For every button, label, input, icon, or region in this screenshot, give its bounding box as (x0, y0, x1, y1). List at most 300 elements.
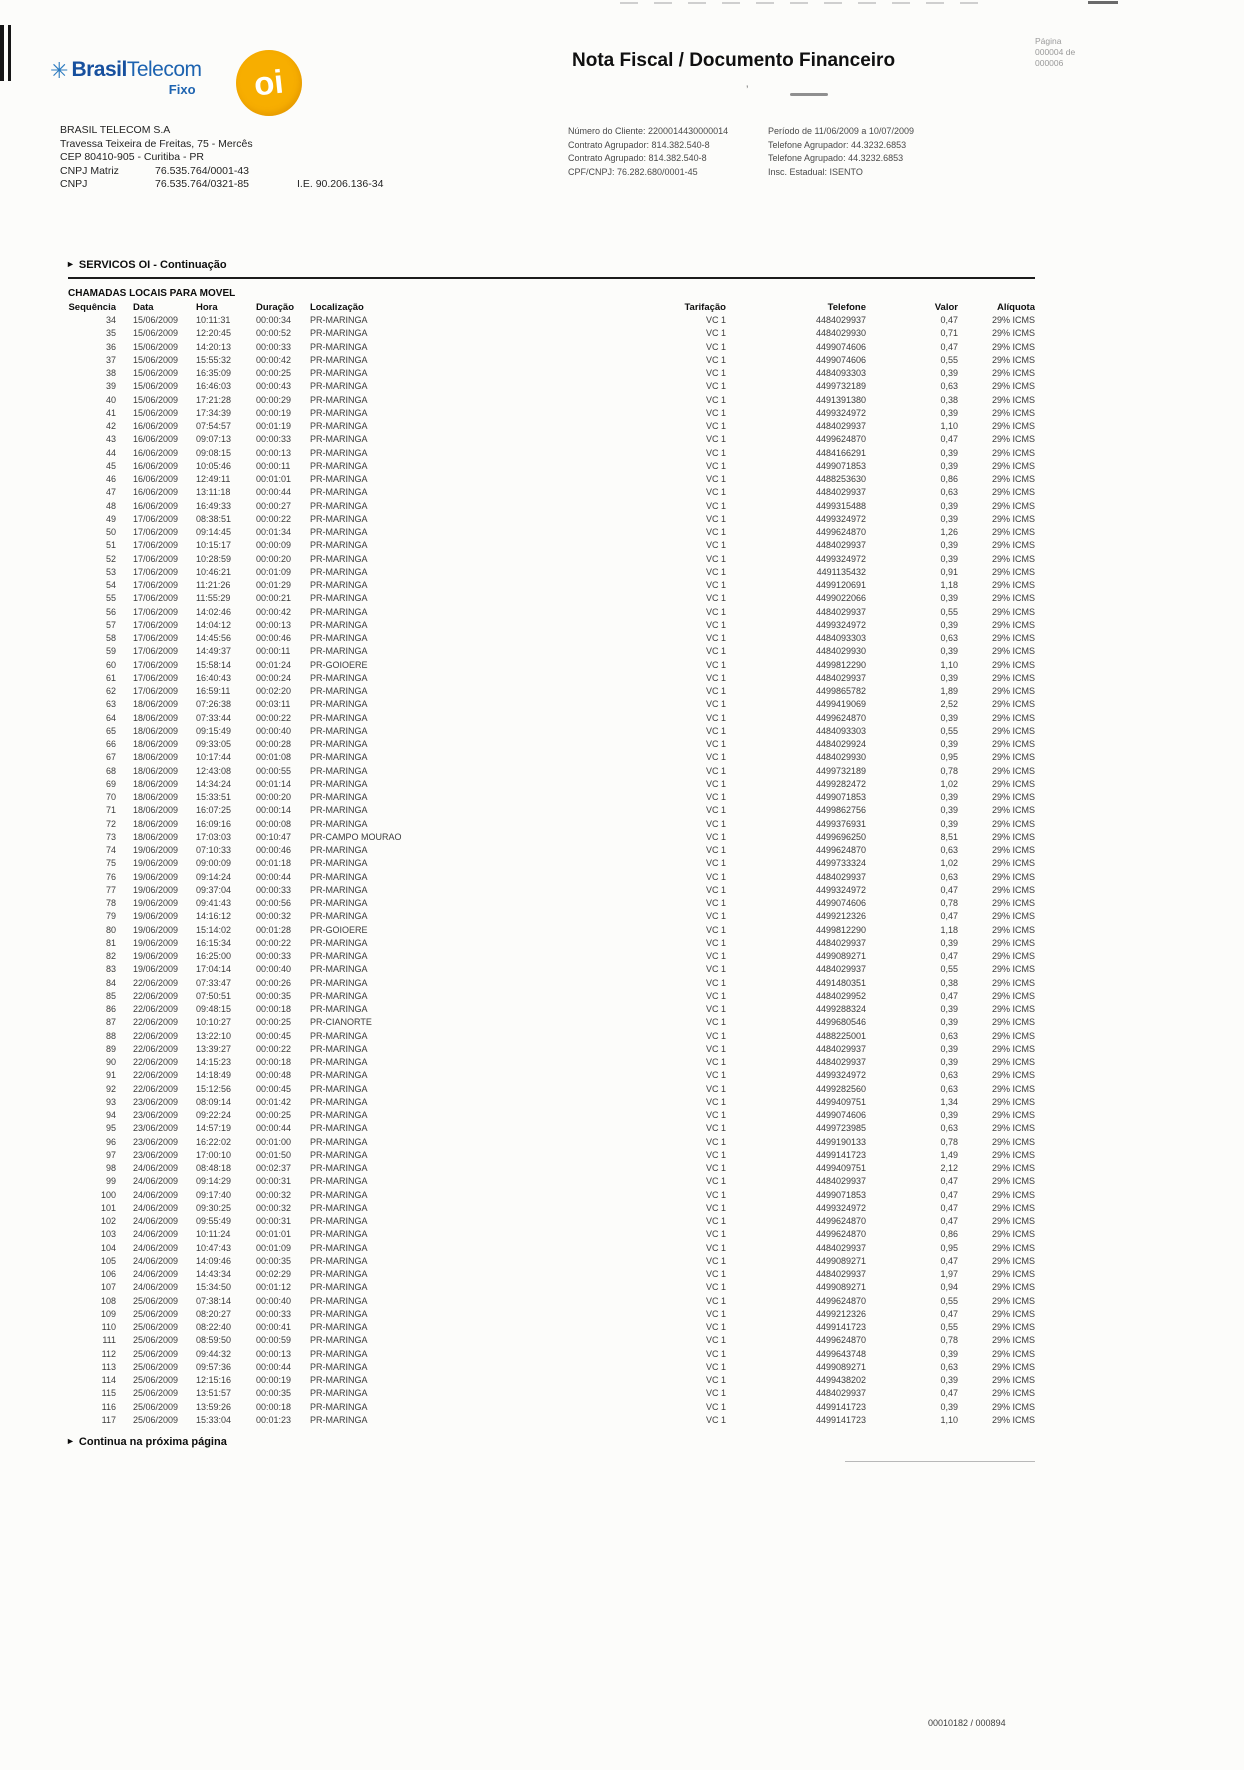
column-header-data: Data (133, 301, 154, 313)
table-row (68, 1043, 1035, 1056)
cell-sequencia: 103 (100, 1229, 116, 1240)
cell-aliquota: 29% ICMS (991, 580, 1035, 590)
cell-duracao: 00:00:22 (256, 513, 292, 524)
cell-valor: 0,55 (940, 1295, 958, 1306)
cell-tarifacao: VC 1 (705, 1242, 726, 1253)
cell-sequencia: 115 (101, 1388, 116, 1399)
cell-sequencia: 89 (105, 1043, 116, 1054)
cell-hora: 12:20:45 (196, 328, 232, 339)
table-row (68, 354, 1035, 367)
table-row (68, 513, 1035, 526)
cell-sequencia: 50 (105, 527, 116, 537)
cell-hora: 09:07:13 (196, 434, 232, 445)
cnpj-value: 76.535.764/0321-85 (155, 178, 250, 190)
cell-telefone: 4499376931 (815, 818, 866, 829)
cell-duracao: 00:00:18 (256, 1057, 292, 1067)
table-row (68, 1030, 1035, 1043)
cell-tarifacao: VC 1 (705, 831, 726, 842)
column-header-telefone: Telefone (827, 301, 866, 313)
cell-aliquota: 29% ICMS (991, 434, 1035, 445)
cell-sequencia: 77 (105, 884, 116, 895)
cell-hora: 16:59:11 (196, 686, 231, 696)
cell-sequencia: 107 (100, 1282, 116, 1293)
table-row (68, 460, 1035, 473)
cell-hora: 08:22:40 (196, 1322, 232, 1332)
cell-hora: 10:10:27 (196, 1017, 232, 1028)
table-row (68, 341, 1035, 354)
cell-telefone: 4488225001 (815, 1030, 866, 1041)
table-row (68, 394, 1035, 407)
cell-duracao: 00:01:19 (256, 421, 292, 431)
cell-duracao: 00:02:37 (256, 1163, 292, 1173)
cell-telefone: 4499643748 (815, 1348, 866, 1359)
cell-tarifacao: VC 1 (705, 1255, 726, 1266)
brand-name-light: Telecom (126, 58, 202, 81)
table-row (68, 1281, 1035, 1294)
cell-data: 22/06/2009 (133, 990, 179, 1001)
cell-data: 19/06/2009 (133, 898, 179, 908)
cell-sequencia: 69 (105, 778, 116, 789)
table-row (68, 1414, 1035, 1427)
cell-telefone: 4499324972 (815, 884, 866, 895)
cell-data: 25/06/2009 (133, 1361, 179, 1372)
cell-duracao: 00:01:01 (256, 1229, 292, 1240)
cell-sequencia: 100 (100, 1189, 116, 1200)
cell-telefone: 4484029937 (815, 1176, 866, 1187)
cell-telefone: 4484029937 (815, 937, 866, 948)
cell-valor: 0,39 (940, 1375, 958, 1385)
cell-telefone: 4499732189 (815, 381, 866, 392)
cell-duracao: 00:00:59 (256, 1335, 292, 1346)
table-row (68, 1109, 1035, 1122)
cell-aliquota: 29% ICMS (991, 911, 1035, 922)
cell-telefone: 4484029937 (815, 1269, 866, 1279)
cell-data: 18/06/2009 (133, 778, 179, 789)
cell-duracao: 00:00:22 (256, 937, 292, 948)
cell-valor: 0,39 (940, 805, 958, 816)
cell-duracao: 00:02:29 (256, 1269, 292, 1279)
scan-artifact-bar (0, 25, 4, 81)
cell-localizacao: PR-MARINGA (310, 368, 368, 378)
cell-duracao: 00:01:34 (256, 527, 292, 537)
cell-data: 15/06/2009 (133, 315, 179, 325)
cell-duracao: 00:00:33 (256, 951, 292, 961)
cell-telefone: 4499212326 (815, 911, 866, 922)
cell-sequencia: 74 (105, 845, 116, 855)
cell-duracao: 00:01:09 (256, 1242, 292, 1253)
cell-tarifacao: VC 1 (705, 500, 726, 511)
cell-sequencia: 72 (105, 818, 116, 829)
cell-telefone: 4499624870 (815, 712, 866, 723)
cell-tarifacao: VC 1 (705, 964, 726, 975)
cell-telefone: 4499862756 (815, 805, 866, 816)
cell-valor: 0,94 (940, 1282, 958, 1293)
cell-localizacao: PR-MARINGA (310, 977, 368, 988)
cell-hora: 16:46:03 (196, 381, 232, 392)
table-row (68, 1136, 1035, 1149)
cell-aliquota: 29% ICMS (991, 686, 1035, 696)
cell-duracao: 00:00:43 (256, 381, 292, 392)
cell-localizacao: PR-MARINGA (310, 1070, 368, 1081)
cell-duracao: 00:01:01 (256, 474, 292, 484)
cell-tarifacao: VC 1 (705, 1149, 726, 1160)
cell-hora: 15:58:14 (196, 659, 232, 670)
cell-valor: 1,18 (940, 924, 958, 935)
table-row (68, 844, 1035, 857)
cell-aliquota: 29% ICMS (991, 619, 1035, 630)
cell-duracao: 00:00:19 (256, 407, 292, 418)
cell-telefone: 4484029937 (815, 672, 866, 683)
cell-sequencia: 40 (105, 394, 116, 405)
cell-tarifacao: VC 1 (705, 818, 726, 829)
cell-valor: 0,39 (940, 1401, 958, 1412)
table-row (68, 1374, 1035, 1387)
page-number-block (1035, 36, 1075, 69)
cell-localizacao: PR-MARINGA (310, 725, 368, 736)
cell-sequencia: 49 (105, 513, 116, 524)
page-number: 000004 de (1035, 47, 1076, 57)
cell-valor: 0,95 (940, 752, 958, 763)
cell-valor: 1,97 (940, 1269, 958, 1279)
table-row (68, 606, 1035, 619)
cell-sequencia: 97 (105, 1149, 116, 1160)
table-row (68, 1149, 1035, 1162)
cell-aliquota: 29% ICMS (991, 1163, 1035, 1173)
cell-data: 16/06/2009 (133, 487, 179, 498)
cell-hora: 16:15:34 (196, 937, 232, 948)
cell-valor: 1,18 (940, 580, 958, 590)
cell-tarifacao: VC 1 (705, 845, 726, 855)
phone-agrupador: Telefone Agrupador: 44.3232.6853 (768, 139, 907, 150)
cell-telefone: 4484029952 (815, 990, 866, 1001)
cell-aliquota: 29% ICMS (991, 1070, 1035, 1081)
cell-hora: 14:04:12 (196, 619, 232, 630)
cell-duracao: 00:00:22 (256, 1043, 292, 1054)
table-row (68, 725, 1035, 738)
cell-data: 17/06/2009 (133, 619, 179, 630)
cell-sequencia: 83 (105, 964, 116, 975)
table-row (68, 818, 1035, 831)
cell-tarifacao: VC 1 (705, 354, 726, 365)
cell-tarifacao: VC 1 (705, 792, 726, 802)
cell-sequencia: 53 (105, 566, 116, 577)
cell-telefone: 4499409751 (815, 1163, 866, 1173)
cell-tarifacao: VC 1 (705, 1375, 726, 1385)
cell-tarifacao: VC 1 (705, 1322, 726, 1332)
table-row (68, 990, 1035, 1003)
cell-duracao: 00:00:09 (256, 540, 292, 551)
cell-duracao: 00:03:11 (256, 699, 291, 710)
cell-duracao: 00:00:40 (256, 725, 292, 736)
cell-localizacao: PR-MARINGA (310, 341, 368, 352)
page-label: Página (1035, 36, 1062, 46)
table-row (68, 420, 1035, 433)
cell-data: 19/06/2009 (133, 845, 179, 855)
cell-hora: 09:44:32 (196, 1348, 232, 1359)
cell-valor: 0,39 (940, 460, 958, 471)
cell-data: 22/06/2009 (133, 1083, 179, 1094)
cell-telefone: 4499282472 (815, 778, 866, 789)
cell-valor: 0,63 (940, 1070, 958, 1081)
cell-duracao: 00:01:42 (256, 1096, 292, 1107)
cell-hora: 10:11:24 (196, 1229, 231, 1240)
cell-tarifacao: VC 1 (705, 328, 726, 339)
cell-data: 22/06/2009 (133, 1070, 179, 1081)
cell-valor: 0,39 (940, 646, 958, 657)
table-row (68, 1321, 1035, 1334)
cell-telefone: 4499022066 (815, 593, 866, 604)
cell-hora: 08:20:27 (196, 1308, 232, 1319)
cell-aliquota: 29% ICMS (991, 699, 1035, 710)
cell-data: 18/06/2009 (133, 765, 179, 776)
cell-localizacao: PR-MARINGA (310, 1401, 368, 1412)
cell-telefone: 4484029924 (815, 739, 866, 749)
cell-data: 18/06/2009 (133, 725, 179, 736)
cell-tarifacao: VC 1 (705, 593, 726, 604)
cell-data: 23/06/2009 (133, 1123, 179, 1134)
cell-localizacao: PR-MARINGA (310, 646, 368, 657)
cell-duracao: 00:00:25 (256, 368, 292, 378)
cell-data: 15/06/2009 (133, 354, 179, 365)
cell-tarifacao: VC 1 (705, 1216, 726, 1226)
cell-aliquota: 29% ICMS (991, 712, 1035, 723)
cell-sequencia: 63 (105, 699, 116, 710)
cell-valor: 0,95 (940, 1242, 958, 1253)
cell-aliquota: 29% ICMS (991, 1057, 1035, 1067)
cell-sequencia: 71 (105, 805, 116, 816)
table-row (68, 1069, 1035, 1082)
cell-telefone: 4499074606 (815, 341, 866, 352)
cell-sequencia: 60 (105, 659, 116, 670)
cell-valor: 0,39 (940, 500, 958, 511)
cell-tarifacao: VC 1 (705, 805, 726, 816)
cell-aliquota: 29% ICMS (991, 553, 1035, 564)
cell-data: 24/06/2009 (133, 1163, 179, 1173)
cell-hora: 14:20:13 (196, 341, 232, 352)
table-row (68, 327, 1035, 340)
cell-hora: 15:33:04 (196, 1414, 232, 1425)
cell-valor: 1,02 (940, 858, 958, 869)
cell-valor: 0,39 (940, 1004, 958, 1014)
table-row (68, 447, 1035, 460)
cell-data: 25/06/2009 (133, 1322, 179, 1332)
table-row (68, 380, 1035, 393)
cell-data: 25/06/2009 (133, 1388, 179, 1399)
cell-duracao: 00:01:50 (256, 1149, 292, 1160)
cell-localizacao: PR-MARINGA (310, 1308, 368, 1319)
table-row (68, 1189, 1035, 1202)
table-row (68, 486, 1035, 499)
cell-tarifacao: VC 1 (705, 659, 726, 670)
cell-localizacao: PR-MARINGA (310, 460, 368, 471)
cell-aliquota: 29% ICMS (991, 540, 1035, 551)
cell-data: 17/06/2009 (133, 593, 179, 604)
cell-aliquota: 29% ICMS (991, 1043, 1035, 1054)
cell-duracao: 00:00:55 (256, 765, 292, 776)
cell-telefone: 4484029937 (815, 1057, 866, 1067)
client-info-right (768, 125, 914, 179)
cell-data: 18/06/2009 (133, 831, 179, 842)
table-row (68, 592, 1035, 605)
cell-tarifacao: VC 1 (705, 752, 726, 763)
cell-valor: 0,55 (940, 606, 958, 617)
cell-tarifacao: VC 1 (705, 381, 726, 392)
cell-tarifacao: VC 1 (705, 1295, 726, 1306)
cell-data: 24/06/2009 (133, 1255, 179, 1266)
cell-data: 24/06/2009 (133, 1176, 179, 1187)
cell-tarifacao: VC 1 (705, 1096, 726, 1107)
cell-valor: 0,63 (940, 487, 958, 498)
cell-aliquota: 29% ICMS (991, 527, 1035, 537)
cell-aliquota: 29% ICMS (991, 394, 1035, 405)
cell-valor: 0,39 (940, 1057, 958, 1067)
cell-valor: 0,78 (940, 898, 958, 908)
table-row (68, 433, 1035, 446)
table-row (68, 950, 1035, 963)
cell-valor: 0,91 (940, 566, 958, 577)
cell-localizacao: PR-MARINGA (310, 1295, 368, 1306)
cell-telefone: 4484029937 (815, 315, 866, 325)
cell-duracao: 00:00:20 (256, 792, 292, 802)
cell-duracao: 00:00:46 (256, 845, 292, 855)
cell-hora: 08:38:51 (196, 513, 232, 524)
cell-hora: 11:21:26 (196, 580, 231, 590)
cell-telefone: 4499324972 (815, 513, 866, 524)
cell-data: 24/06/2009 (133, 1282, 179, 1293)
cell-tarifacao: VC 1 (705, 1043, 726, 1054)
table-row (68, 765, 1035, 778)
cell-sequencia: 70 (105, 792, 116, 802)
cell-aliquota: 29% ICMS (991, 765, 1035, 776)
cell-aliquota: 29% ICMS (991, 566, 1035, 577)
cell-data: 25/06/2009 (133, 1308, 179, 1319)
cell-hora: 13:59:26 (196, 1401, 232, 1412)
cell-tarifacao: VC 1 (705, 1176, 726, 1187)
table-row (68, 1056, 1035, 1069)
cell-data: 19/06/2009 (133, 871, 179, 882)
cell-sequencia: 34 (105, 315, 116, 325)
cell-data: 24/06/2009 (133, 1202, 179, 1213)
cell-hora: 09:15:49 (196, 725, 232, 736)
cell-hora: 09:48:15 (196, 1004, 232, 1014)
table-row (68, 1255, 1035, 1268)
cell-aliquota: 29% ICMS (991, 381, 1035, 392)
cell-data: 17/06/2009 (133, 553, 179, 564)
cell-localizacao: PR-MARINGA (310, 394, 368, 405)
company-cnpj-row (60, 178, 383, 192)
cell-localizacao: PR-MARINGA (310, 752, 368, 763)
calls-table (68, 300, 1035, 1427)
cell-duracao: 00:10:47 (256, 831, 292, 842)
cell-duracao: 00:00:44 (256, 1123, 292, 1134)
cell-data: 17/06/2009 (133, 633, 179, 643)
cell-duracao: 00:00:21 (256, 593, 292, 604)
cell-localizacao: PR-MARINGA (310, 845, 368, 855)
cell-data: 16/06/2009 (133, 421, 179, 431)
cell-telefone: 4484029937 (815, 1043, 866, 1054)
cell-aliquota: 29% ICMS (991, 1123, 1035, 1134)
cell-aliquota: 29% ICMS (991, 1295, 1035, 1306)
cell-tarifacao: VC 1 (705, 487, 726, 498)
cell-telefone: 4499865782 (815, 686, 866, 696)
cell-tarifacao: VC 1 (705, 1388, 726, 1399)
cell-localizacao: PR-MARINGA (310, 513, 368, 524)
cell-valor: 0,38 (940, 977, 958, 988)
cell-telefone: 4491480351 (815, 977, 866, 988)
table-row (68, 1361, 1035, 1374)
cell-telefone: 4499141723 (815, 1149, 866, 1160)
cell-data: 18/06/2009 (133, 805, 179, 816)
table-row (68, 977, 1035, 990)
cell-sequencia: 92 (105, 1083, 116, 1094)
cell-duracao: 00:01:18 (256, 858, 292, 869)
cell-valor: 0,55 (940, 354, 958, 365)
table-row (68, 937, 1035, 950)
cell-aliquota: 29% ICMS (991, 368, 1035, 378)
cell-duracao: 00:00:32 (256, 1189, 292, 1200)
cell-hora: 17:03:03 (196, 831, 232, 842)
cell-localizacao: PR-MARINGA (310, 1189, 368, 1200)
cell-aliquota: 29% ICMS (991, 1083, 1035, 1094)
cell-sequencia: 35 (105, 328, 116, 339)
cell-telefone: 4484093303 (815, 633, 866, 643)
cell-duracao: 00:00:52 (256, 328, 292, 339)
cnpj-matriz-label: CNPJ Matriz (60, 164, 119, 177)
cell-data: 16/06/2009 (133, 474, 179, 484)
cell-hora: 10:17:44 (196, 752, 232, 763)
cell-hora: 13:22:10 (196, 1030, 232, 1041)
cell-telefone: 4488253630 (815, 474, 866, 484)
cell-aliquota: 29% ICMS (991, 1335, 1035, 1346)
cell-data: 25/06/2009 (133, 1401, 179, 1412)
column-header-aliquota: Alíquota (997, 301, 1035, 313)
cell-aliquota: 29% ICMS (991, 328, 1035, 339)
cell-hora: 07:33:44 (196, 712, 232, 723)
table-row (68, 1268, 1035, 1281)
cell-data: 17/06/2009 (133, 672, 179, 683)
table-row (68, 963, 1035, 976)
cell-telefone: 4499812290 (815, 924, 866, 935)
cell-data: 25/06/2009 (133, 1348, 179, 1359)
cell-aliquota: 29% ICMS (991, 447, 1035, 458)
cell-hora: 09:30:25 (196, 1202, 232, 1213)
cell-sequencia: 88 (105, 1030, 116, 1041)
cell-valor: 0,47 (940, 1388, 958, 1399)
cell-tarifacao: VC 1 (705, 1123, 726, 1134)
cell-telefone: 4499071853 (815, 1189, 866, 1200)
cell-aliquota: 29% ICMS (991, 1096, 1035, 1107)
table-row (68, 1162, 1035, 1175)
scan-fold-line (845, 1461, 1035, 1462)
cell-tarifacao: VC 1 (705, 527, 726, 537)
cell-tarifacao: VC 1 (705, 1110, 726, 1120)
cell-localizacao: PR-MARINGA (310, 354, 368, 365)
cell-valor: 1,34 (940, 1096, 958, 1107)
cell-hora: 16:40:43 (196, 672, 232, 683)
cell-duracao: 00:01:08 (256, 752, 292, 763)
table-row (68, 367, 1035, 380)
cell-localizacao: PR-MARINGA (310, 1083, 368, 1094)
cell-sequencia: 41 (105, 407, 116, 418)
cell-localizacao: PR-MARINGA (310, 818, 368, 829)
cell-data: 15/06/2009 (133, 341, 179, 352)
cell-duracao: 00:01:23 (256, 1414, 292, 1425)
cell-localizacao: PR-MARINGA (310, 1110, 368, 1120)
cell-localizacao: PR-MARINGA (310, 712, 368, 723)
table-row (68, 1083, 1035, 1096)
billing-period: Período de 11/06/2009 a 10/07/2009 (768, 126, 914, 136)
cell-data: 19/06/2009 (133, 951, 179, 961)
